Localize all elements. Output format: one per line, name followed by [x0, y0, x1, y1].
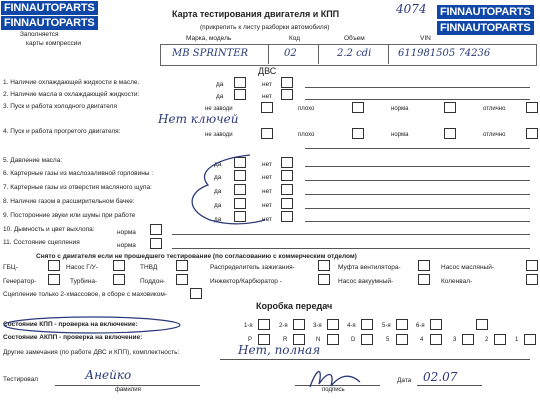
item-5-yes-label: да [214, 161, 222, 168]
tester-name-value: Анейко [85, 368, 132, 382]
item-4-option-3-checkbox[interactable] [444, 128, 456, 139]
auto-position-3: 3 [453, 337, 457, 343]
item-1-no-checkbox[interactable] [281, 77, 293, 88]
auto-position-d: D [351, 337, 356, 343]
column-vin-label: VIN [420, 35, 431, 42]
item-6-line [305, 180, 530, 181]
item-10-line [172, 234, 530, 235]
removed-vacuum-pump-checkbox[interactable] [418, 274, 430, 285]
item-4-line [305, 148, 530, 149]
auto-position-3-checkbox[interactable] [462, 334, 474, 345]
auto-position-2-checkbox[interactable] [494, 334, 506, 345]
item-9-yes-label: да [214, 216, 222, 223]
removed-injection-pump-checkbox[interactable] [176, 260, 188, 271]
item-6-no-checkbox[interactable] [281, 170, 293, 181]
auto-position-5-checkbox[interactable] [396, 334, 408, 345]
engine-section-title: ДВС [258, 66, 277, 76]
removed-parts-title: Снято с двигателя если не прошедшего тестирование (по согласованию с коммерческим отделом) [36, 253, 357, 260]
item-5-no-label: нет [262, 161, 272, 168]
brand-logo-top-right: FINNAUTOPARTS [436, 4, 535, 20]
gear-5-label: 5-я [382, 323, 391, 329]
removed-ps-pump-checkbox[interactable] [113, 260, 125, 271]
removed-oil-pump-label: Насос масляный- [441, 264, 495, 271]
item-7-no-label: нет [262, 188, 272, 195]
filled-vin: 611981505 74236 [398, 48, 491, 59]
item-7-label: 7. Картерные газы из отверстия масляного щупа: [3, 184, 152, 191]
item-11-label: 11. Состояние сцепления [3, 239, 80, 246]
other-remarks-label: Другие замечания (по работе ДВС и КПП), комплектность: [3, 349, 180, 356]
item-8-yes-label: да [214, 202, 222, 209]
form-title: Карта тестирования двигателя и КПП [172, 9, 340, 19]
manual-gearbox-label: Состояние КПП - проверка на включение: [3, 321, 138, 328]
item-4-option-3: норма [391, 132, 409, 138]
item-3-option-2: плохо [298, 106, 315, 112]
signature-caption: подпись [322, 387, 345, 393]
item-9-line [305, 221, 530, 222]
removed-crankshaft-label: Коленвал- [441, 278, 473, 285]
item-5-line [305, 166, 530, 167]
removed-crankshaft-checkbox[interactable] [526, 274, 538, 285]
item-10-option: норма [117, 229, 136, 236]
tested-by-label: Тестировал [3, 376, 39, 383]
item-10-checkbox[interactable] [150, 224, 162, 235]
other-remarks-note: Нет, полная [238, 343, 321, 357]
item-3-option-3-checkbox[interactable] [444, 102, 456, 113]
column-brand-label: Марка, модель [186, 35, 232, 42]
form-subtitle: (прикрепить к листу разборки автомобиля) [200, 24, 330, 31]
gear-4-checkbox[interactable] [361, 319, 373, 330]
table-divider [268, 44, 269, 64]
item-2-no-label: нет [262, 93, 272, 100]
item-9-label: 9. Посторонние звуки или шумы при работе [3, 212, 136, 219]
gear-5-checkbox[interactable] [396, 319, 408, 330]
item-4-option-2-checkbox[interactable] [352, 128, 364, 139]
gear-reverse-checkbox[interactable] [476, 319, 488, 330]
auto-position-p: P [248, 337, 253, 343]
item-7-yes-label: да [214, 188, 222, 195]
item-2-label: 2. Наличие масла в охлаждающей жидкости: [3, 91, 140, 98]
item-4-option-2: плохо [298, 132, 315, 138]
handwritten-bracket-mark [180, 150, 280, 230]
brand-logo-left-second: FINNAUTOPARTS [0, 15, 99, 31]
auto-position-r: R [283, 337, 288, 343]
brand-logo-right-second: FINNAUTOPARTS [436, 20, 535, 36]
item-6-no-label: нет [262, 174, 272, 181]
item-8-no-label: нет [262, 202, 272, 209]
gear-6-checkbox[interactable] [430, 319, 442, 330]
auto-position-2: 2 [485, 337, 489, 343]
item-7-line [305, 194, 530, 195]
item-8-no-checkbox[interactable] [281, 198, 293, 209]
removed-distributor-label: Распределитель зажигания- [210, 264, 295, 271]
item-1-yes-label: да [216, 81, 224, 88]
removed-ps-pump-label: Насос Г/У- [66, 264, 98, 271]
other-remarks-line [220, 359, 530, 360]
gear-6-label: 6-я [416, 323, 425, 329]
item-7-no-checkbox[interactable] [281, 184, 293, 195]
removed-turbine-label: Турбина- [70, 278, 98, 285]
automatic-gearbox-label: Состояние АКПП - проверка на включение: [3, 334, 143, 341]
date-label: Дата [397, 377, 412, 384]
auto-position-d-checkbox[interactable] [361, 334, 373, 345]
auto-position-1: 1 [515, 337, 519, 343]
removed-clutch-label: Сцепление только 2-хмассовое, в сборе с маховиком- [3, 291, 168, 298]
removed-turbine-checkbox[interactable] [113, 274, 125, 285]
table-divider [388, 44, 389, 64]
item-3-option-1-checkbox[interactable] [261, 102, 273, 113]
auto-position-n: N [316, 337, 321, 343]
auto-position-4-checkbox[interactable] [430, 334, 442, 345]
filled-code: 02 [284, 48, 297, 59]
auto-position-4: 4 [420, 337, 424, 343]
removed-injection-pump-label: ТНВД [140, 264, 158, 271]
auto-position-5: 5 [386, 337, 390, 343]
item-8-line [305, 208, 530, 209]
item-2-yes-label: да [216, 93, 224, 100]
date-value: 02.07 [423, 370, 458, 384]
item-4-label: 4. Пуск и работа прогретого двигателя: [3, 128, 121, 135]
column-code-label: Код [289, 35, 301, 42]
removed-distributor-checkbox[interactable] [318, 260, 330, 271]
handwritten-oval-mark [0, 314, 186, 336]
removed-clutch-checkbox[interactable] [190, 288, 202, 299]
item-11-line [172, 248, 530, 249]
gear-3-checkbox[interactable] [327, 319, 339, 330]
item-1-label: 1. Наличие охлаждающей жидкости в масле. [3, 79, 140, 86]
removed-fan-clutch-label: Муфта вентилятора- [338, 264, 401, 271]
item-6-yes-label: да [214, 174, 222, 181]
item-3-option-1: не заводи [205, 106, 233, 112]
gear-3-label: 3-я [313, 323, 322, 329]
engine-handwritten-note: Нет ключей [158, 112, 239, 126]
date-line [417, 385, 482, 386]
auto-position-1-checkbox[interactable] [524, 334, 536, 345]
removed-cylinder-head-checkbox[interactable] [48, 260, 60, 271]
item-2-no-checkbox[interactable] [281, 89, 293, 100]
item-1-no-label: нет [262, 81, 272, 88]
item-9-no-label: нет [262, 216, 272, 223]
brand-logo-top-left: FINNAUTOPARTS [0, 0, 99, 16]
item-2-yes-checkbox[interactable] [234, 89, 246, 100]
item-4-option-4: отлично [483, 132, 506, 138]
column-volume-label: Объем [344, 35, 365, 42]
gear-4-label: 4-я [347, 323, 356, 329]
item-4-option-4-checkbox[interactable] [526, 128, 538, 139]
surname-caption: фамилия [115, 387, 141, 393]
item-2-line [305, 99, 530, 100]
gear-1-label: 1-я [244, 323, 253, 329]
item-4-option-1: не заводи [205, 132, 233, 138]
table-divider [318, 44, 319, 64]
removed-fan-clutch-checkbox[interactable] [418, 260, 430, 271]
corner-handwritten-number: 4074 [396, 2, 427, 16]
removed-injector-label: Инжектор/Карбюратор - [210, 278, 282, 285]
item-5-label: 5. Давление масла: [3, 157, 63, 164]
item-1-yes-checkbox[interactable] [234, 77, 246, 88]
item-3-option-4-checkbox[interactable] [526, 102, 538, 113]
removed-generator-label: Генератор- [3, 278, 37, 285]
item-11-option: норма [117, 242, 136, 249]
filled-brand: MB SPRINTER [172, 48, 249, 59]
item-1-line [305, 87, 530, 88]
filled-volume: 2.2 cdi [337, 48, 372, 59]
removed-oil-pan-label: Поддон- [140, 278, 166, 285]
item-11-checkbox[interactable] [150, 238, 162, 249]
item-3-option-2-checkbox[interactable] [352, 102, 364, 113]
removed-generator-checkbox[interactable] [48, 274, 60, 285]
header-left-note-1: Заполняется [20, 31, 59, 38]
tester-name-line [55, 385, 200, 386]
gear-2-checkbox[interactable] [293, 319, 305, 330]
removed-vacuum-pump-label: Насос вакуумный- [338, 278, 394, 285]
item-3-option-3: норма [391, 106, 409, 112]
item-3-label: 3. Пуск и работа холодного двигателя [3, 103, 117, 110]
removed-cylinder-head-label: ГБЦ- [3, 264, 18, 271]
item-3-option-4: отлично [483, 106, 506, 112]
item-8-label: 8. Наличие газом в расширительном бачке: [3, 198, 135, 205]
item-10-label: 10. Дымность и цвет выхлопа: [3, 226, 95, 233]
gear-2-label: 2-я [279, 323, 288, 329]
item-5-no-checkbox[interactable] [281, 157, 293, 168]
item-6-label: 6. Картерные газы из маслозаливной горловины : [3, 170, 154, 177]
removed-oil-pump-checkbox[interactable] [526, 260, 538, 271]
item-4-option-1-checkbox[interactable] [261, 128, 273, 139]
gearbox-section-title: Коробка передач [256, 301, 333, 311]
item-9-no-checkbox[interactable] [281, 211, 293, 222]
gear-1-checkbox[interactable] [258, 319, 270, 330]
auto-position-n-checkbox[interactable] [327, 334, 339, 345]
header-left-note-2: карты компрессии [26, 40, 82, 47]
removed-injector-checkbox[interactable] [318, 274, 330, 285]
removed-oil-pan-checkbox[interactable] [176, 274, 188, 285]
